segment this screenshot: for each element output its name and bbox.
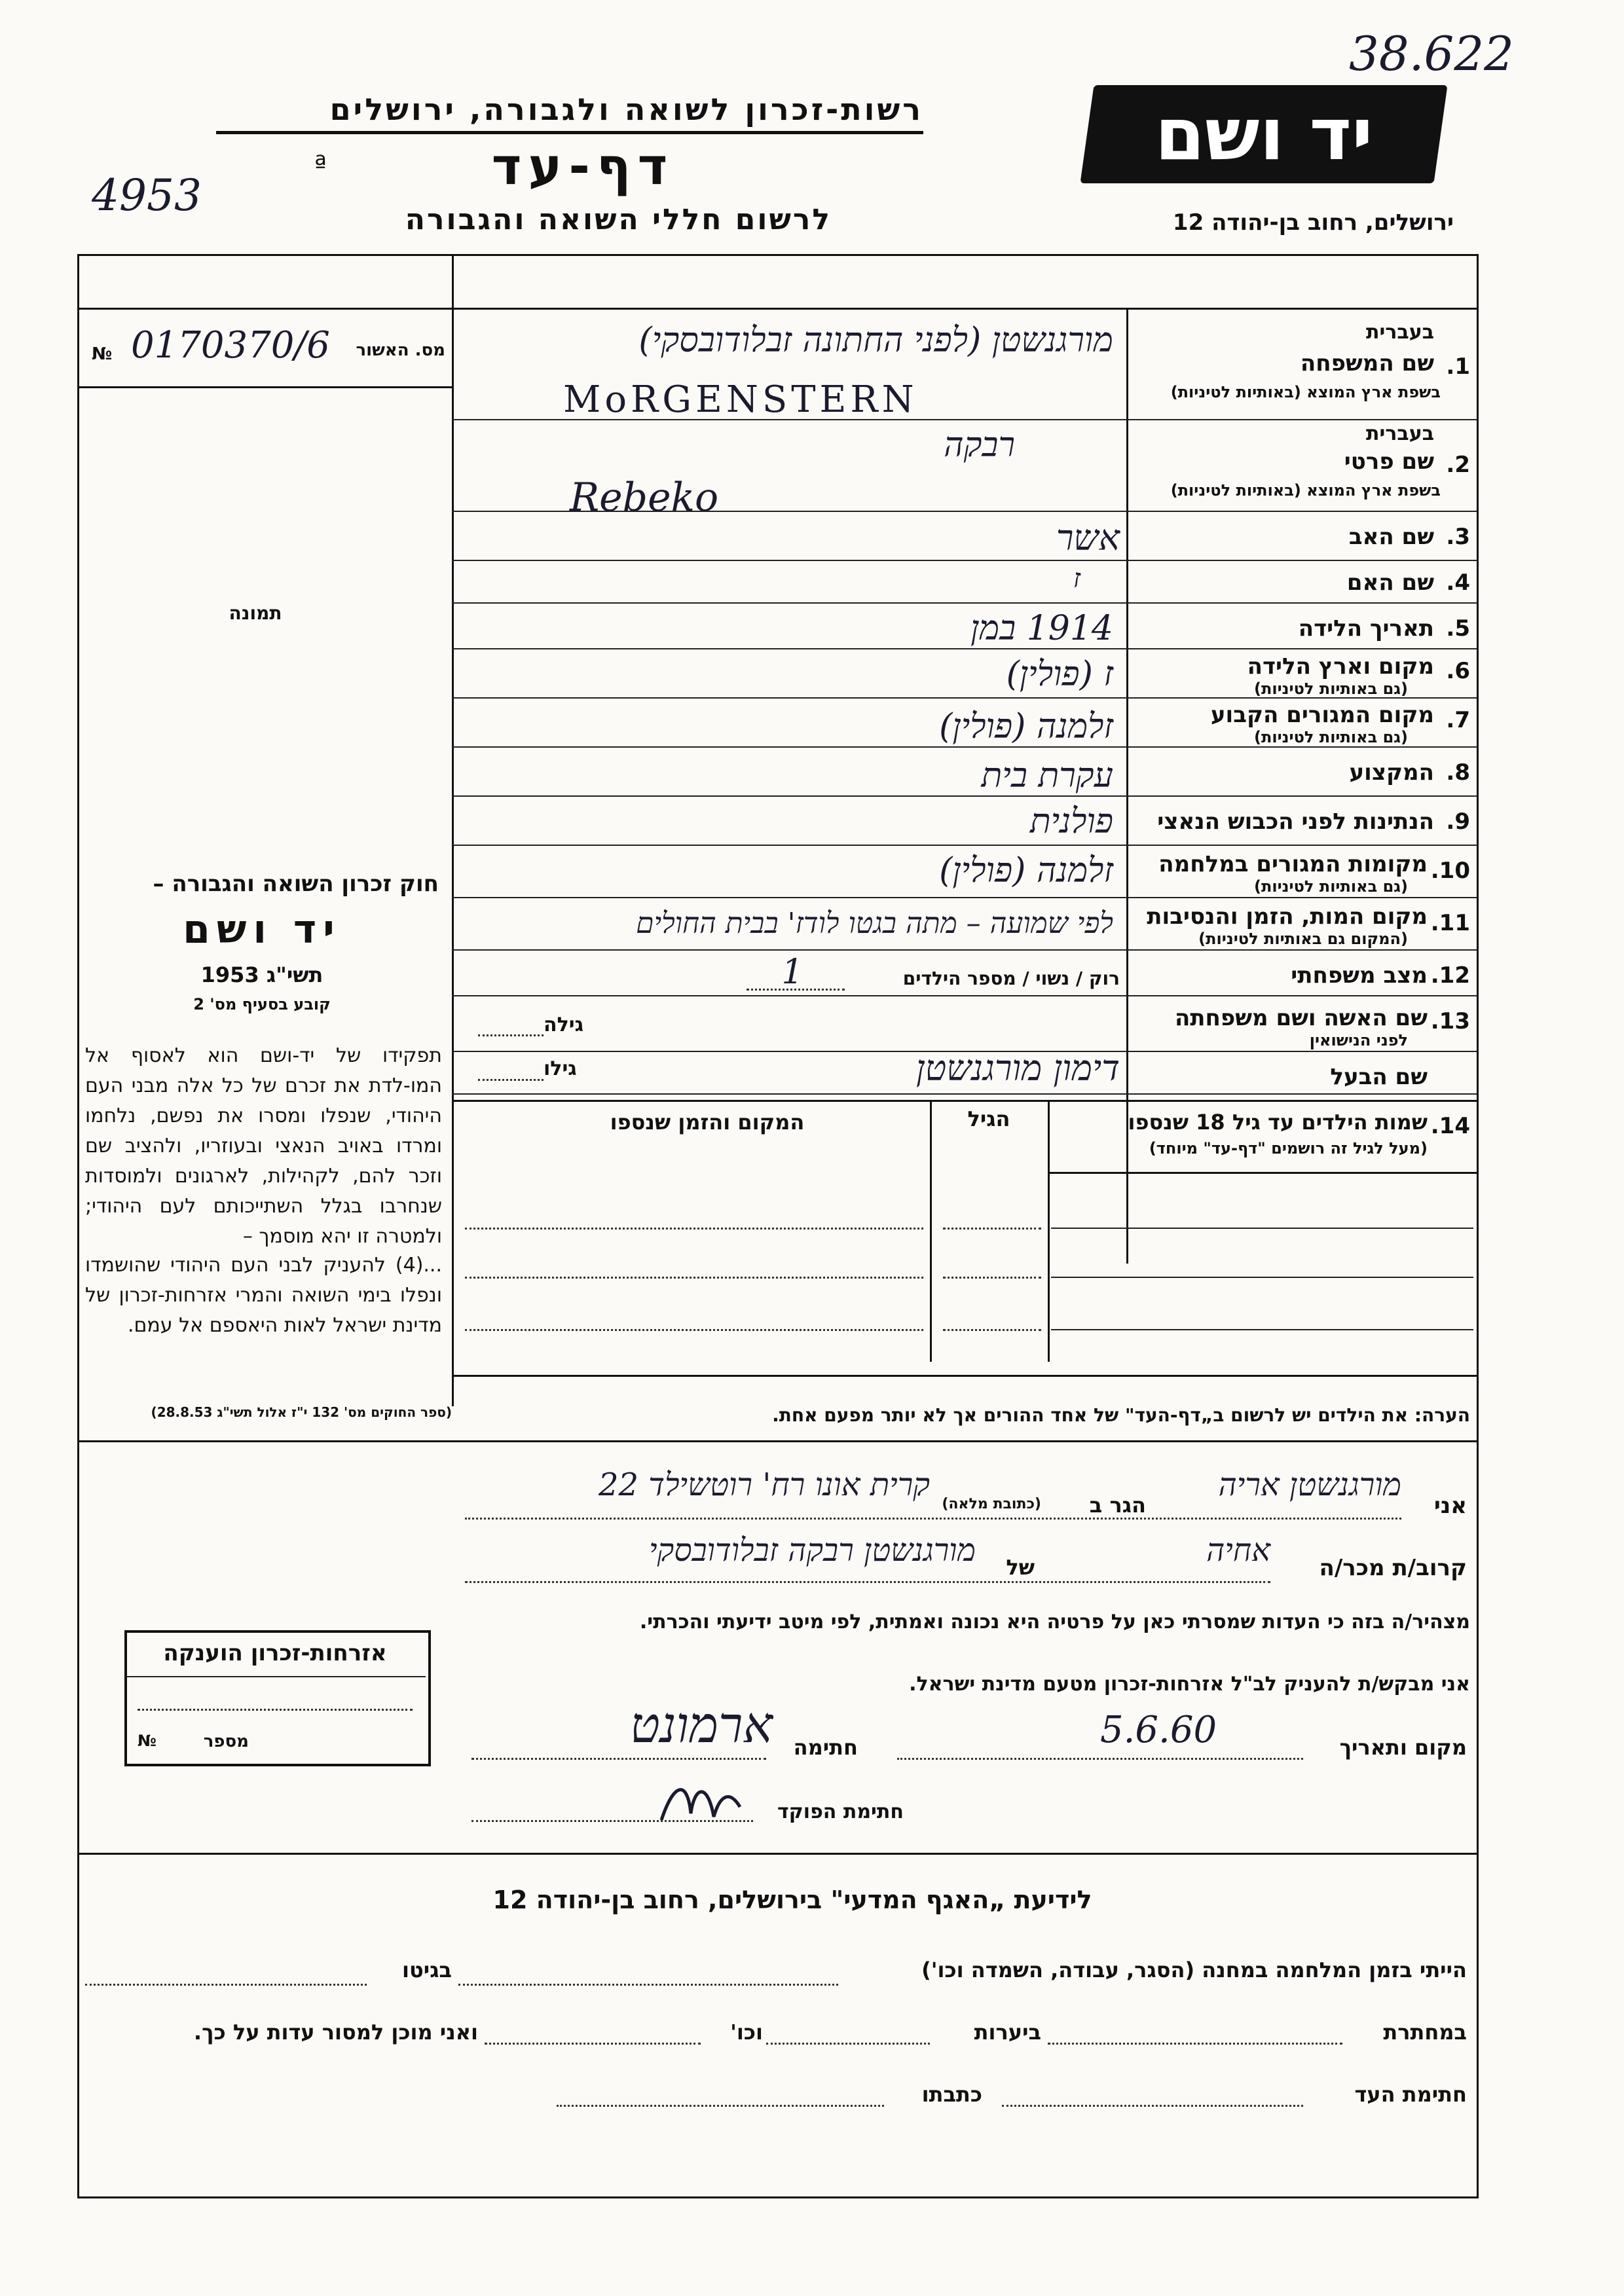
field-3-label: שם האב bbox=[1348, 524, 1434, 550]
footer-address-label: כתבתו bbox=[921, 2082, 982, 2107]
row-rule bbox=[452, 845, 1477, 846]
number-symbol: № bbox=[92, 344, 113, 364]
field-12-label: מצב משפחתי bbox=[1291, 962, 1428, 989]
footer-camp-label: הייתי בזמן המלחמה במחנה (הסגר, עבודה, השמדה וכו') bbox=[921, 1958, 1467, 1982]
footer-address-line bbox=[557, 2105, 884, 2107]
approval-rule bbox=[77, 386, 452, 388]
children-place-line bbox=[465, 1277, 923, 1279]
approval-label: מס. האשור bbox=[356, 340, 445, 360]
field-2-label: שם פרטי bbox=[1344, 448, 1434, 475]
field-1-sub: בשפת ארץ המוצא (באותיות לטיניות) bbox=[1170, 383, 1441, 401]
form-left-border bbox=[77, 254, 79, 2198]
children-row-rule bbox=[1051, 1228, 1473, 1229]
field-8-label: המקצוע bbox=[1349, 759, 1434, 786]
children-row-rule bbox=[1051, 1329, 1473, 1330]
page-title: דף-עד bbox=[491, 137, 674, 196]
wife-age-label: גילה bbox=[544, 1013, 583, 1036]
row-rule bbox=[452, 648, 1477, 649]
footer-etc-label: וכו' bbox=[730, 2020, 763, 2045]
law-ref: קובע בסעיף מס' 2 bbox=[193, 995, 331, 1013]
row-rule bbox=[452, 602, 1477, 604]
official-signature-label: חתימת הפוקד bbox=[777, 1800, 904, 1823]
mother-name-value[interactable]: ז bbox=[1073, 564, 1080, 594]
field-1-label: שם המשפחה bbox=[1300, 350, 1434, 376]
row-rule bbox=[452, 995, 1477, 996]
children-note: (מעל לגיל זה רושמים "דף-עד" מיוחד) bbox=[1149, 1139, 1428, 1157]
footer-underground-label: במחתרת bbox=[1383, 2020, 1467, 2045]
authority-title: רשות-זכרון לשואה ולגבורה, ירושלים bbox=[329, 92, 923, 127]
archive-number: 38.622 bbox=[1349, 26, 1514, 81]
field-11-label: מקום המות, הזמן והנסיבות bbox=[1147, 903, 1428, 930]
field-11-sub: (המקום גם באותיות לטיניות) bbox=[1198, 930, 1408, 948]
row-rule bbox=[452, 1093, 1477, 1095]
citizenship-title: אזרחות-זכרון הוענקה bbox=[163, 1640, 387, 1666]
footer-camp-line bbox=[458, 1984, 838, 1986]
field-12-number: 12. bbox=[1430, 962, 1470, 989]
children-col-divider bbox=[930, 1100, 932, 1362]
footer-ghetto-label: בגיטו bbox=[402, 1958, 452, 1982]
footer-title: לידיעת „האגף המדעי" בירושלים, רחוב בן-יהודה 12 bbox=[492, 1886, 1092, 1914]
marital-status-options: רוק / נשוי / מספר הילדים bbox=[902, 968, 1120, 989]
remark-rule bbox=[77, 1440, 1479, 1442]
children-top-rule bbox=[452, 1100, 1477, 1102]
law-year: תשי"ג 1953 bbox=[200, 962, 323, 987]
remark-note: הערה: את הילדים יש לרשום ב„דף-העד" של אחד ההורים אך לא יותר מפעם אחת. bbox=[772, 1404, 1470, 1426]
children-age-line bbox=[943, 1277, 1041, 1279]
declarant-name[interactable]: מורגנשטן אריה bbox=[1218, 1467, 1401, 1503]
photo-label: תמונה bbox=[229, 602, 282, 624]
footer-etc-line bbox=[485, 2043, 701, 2045]
field-2-number: 2. bbox=[1446, 452, 1470, 478]
place-date-value[interactable]: 5.6.60 bbox=[1100, 1709, 1217, 1751]
declarant-label: אני bbox=[1433, 1493, 1467, 1519]
footer-willing-text: ואני מוכן למסור עדות על כך. bbox=[193, 2020, 478, 2045]
children-count-value[interactable]: 1 bbox=[781, 953, 803, 992]
law-title: חוק זכרון השואה והגבורה – bbox=[153, 871, 439, 897]
row-rule bbox=[452, 897, 1477, 898]
relation-label: קרוב/ת מכר/ה bbox=[1319, 1555, 1467, 1581]
husband-age-line bbox=[478, 1079, 544, 1081]
children-col-place: המקום והזמן שנספו bbox=[610, 1110, 805, 1135]
children-row-rule bbox=[1051, 1277, 1473, 1278]
citizenship-number-label: מספר bbox=[203, 1732, 249, 1751]
husband-label: שם הבעל bbox=[1330, 1064, 1428, 1090]
field-1-number: 1. bbox=[1446, 354, 1470, 380]
signature-label: חתימה bbox=[793, 1735, 858, 1760]
authority-underline bbox=[216, 131, 923, 134]
husband-age-label: גילו bbox=[544, 1057, 577, 1080]
declarant-address[interactable]: קרית אונו רח' רוטשילד 22 bbox=[598, 1467, 930, 1503]
field-1-lang: בעברית bbox=[1366, 321, 1434, 344]
citizenship-rule bbox=[127, 1676, 426, 1677]
resides-label: הגר ב bbox=[1089, 1493, 1146, 1518]
field-5-number: 5. bbox=[1446, 615, 1470, 642]
field-11-number: 11. bbox=[1430, 910, 1470, 936]
row-rule bbox=[452, 746, 1477, 748]
field-4-label: שם האם bbox=[1346, 570, 1434, 596]
of-label: של bbox=[1006, 1555, 1035, 1580]
field-7-label: מקום המגורים הקבוע bbox=[1210, 702, 1434, 728]
margin-mark: ª bbox=[314, 151, 327, 181]
field-2-lang: בעברית bbox=[1366, 422, 1434, 445]
children-age-line bbox=[943, 1228, 1041, 1230]
relative-of-value[interactable]: מורגנשטן רבקה זבלודובסקי bbox=[648, 1532, 976, 1569]
footer-witness-signature-line bbox=[1002, 2105, 1303, 2107]
field-6-number: 6. bbox=[1446, 658, 1470, 684]
nationality-value[interactable]: פולנית bbox=[1029, 802, 1113, 841]
field-13-label: שם האשה ושם משפחתה bbox=[1174, 1005, 1428, 1031]
children-number: 14. bbox=[1430, 1113, 1470, 1139]
field-7-number: 7. bbox=[1446, 707, 1470, 733]
children-title: שמות הילדים עד גיל 18 שנספו bbox=[1128, 1110, 1428, 1135]
footer-rule bbox=[77, 1853, 1479, 1855]
footer-forests-label: ביערות bbox=[974, 2020, 1041, 2045]
field-6-sub: (גם באותיות לטיניות) bbox=[1254, 680, 1408, 698]
field-4-number: 4. bbox=[1446, 570, 1470, 596]
field-3-number: 3. bbox=[1446, 524, 1470, 550]
declarant-signature[interactable]: ארמונט bbox=[629, 1696, 773, 1754]
declaration-statement: מצהיר/ה בזה כי העדות שמסרתי כאן על פרטיה היא נכונה ואמתית, לפי מיטב ידיעתי והכרתי. bbox=[639, 1611, 1470, 1633]
citizenship-line bbox=[138, 1709, 413, 1711]
field-5-label: תאריך הלידה bbox=[1298, 615, 1434, 642]
birth-date-value[interactable]: 1914 במן bbox=[970, 609, 1113, 648]
row-rule bbox=[452, 560, 1477, 561]
children-col-age: הגיל bbox=[967, 1106, 1010, 1131]
field-9-label: הנתינות לפני הכבוש הנאצי bbox=[1157, 809, 1434, 835]
footer-witness-signature-label: חתימת העד bbox=[1354, 2082, 1467, 2107]
wife-age-line bbox=[478, 1034, 544, 1036]
law-text-1: תפקידו של יד-ושם הוא לאסוף אל המו-לדת את זכרם של כל אלה מבני העם היהודי, שנפלו ומסרו את נפשם, נלחמו ומרדו באויב הנאצי ובעוזריו, ולהציב שם וזכר להם, לקהילות, לארגונים ולמוסדות שנחרבו בגלל השתייכותם לעם היהודי; ולמטרה זו יהא מוסמך – bbox=[85, 1044, 442, 1248]
family-name-hebrew[interactable]: מורגנשטן (לפני החתונה זבלודובסקי) bbox=[638, 321, 1113, 360]
field-2-sub: בשפת ארץ המוצא (באותיות לטיניות) bbox=[1170, 481, 1441, 500]
approval-value: 0170370/6 bbox=[131, 324, 330, 367]
address-hint: (כתובת מלאה) bbox=[942, 1496, 1041, 1512]
footer-ghetto-line bbox=[85, 1984, 367, 1986]
declaration-line-1 bbox=[465, 1518, 1401, 1520]
field-13-sub: לפני הנישואין bbox=[1309, 1031, 1408, 1049]
field-10-label: מקומות המגורים במלחמה bbox=[1158, 851, 1428, 877]
place-date-line bbox=[897, 1758, 1303, 1760]
form-right-border bbox=[1477, 254, 1479, 2198]
form-header-rule bbox=[77, 308, 1479, 310]
field-13-number: 13. bbox=[1430, 1008, 1470, 1034]
birth-place-value[interactable]: ז (פולין) bbox=[1006, 655, 1113, 694]
husband-name-value[interactable]: דימון מורגנשטן bbox=[915, 1048, 1120, 1089]
children-header-rule bbox=[1048, 1172, 1477, 1174]
form-top-border bbox=[77, 254, 1479, 256]
wartime-residence-value[interactable]: זלמנה (פולין) bbox=[939, 851, 1113, 890]
children-age-line bbox=[943, 1329, 1041, 1331]
place-date-label: מקום ותאריך bbox=[1339, 1735, 1467, 1760]
law-source: (ספר החוקים מס' 132 י"ז אלול תשי"ג 28.8.53) bbox=[151, 1404, 452, 1420]
children-place-line bbox=[465, 1228, 923, 1230]
logo-text: יד ושם bbox=[1154, 92, 1373, 176]
children-col-divider bbox=[1048, 1100, 1050, 1362]
footer-underground-line bbox=[1048, 2043, 1342, 2045]
field-10-sub: (גם באותיות לטיניות) bbox=[1254, 877, 1408, 896]
field-8-number: 8. bbox=[1446, 759, 1470, 786]
footer-forests-line bbox=[766, 2043, 930, 2045]
first-name-hebrew[interactable]: רבקה bbox=[944, 426, 1015, 465]
form-bottom-border bbox=[77, 2196, 1479, 2198]
children-count-line bbox=[747, 989, 845, 991]
profession-value[interactable]: עקרת בית bbox=[981, 756, 1113, 795]
residence-value[interactable]: זלמנה (פולין) bbox=[939, 707, 1113, 746]
signature-line bbox=[471, 1758, 766, 1760]
left-panel-divider bbox=[452, 254, 454, 1406]
family-name-latin[interactable]: MoRGENSTERN bbox=[563, 378, 918, 421]
row-rule bbox=[452, 795, 1477, 797]
children-bottom-rule bbox=[452, 1375, 1477, 1377]
death-place-value[interactable]: לפי שמועה – מתה בגטו לודז' בבית החולים bbox=[636, 907, 1113, 940]
field-6-label: מקום וארץ הלידה bbox=[1247, 653, 1434, 680]
field-7-sub: (גם באותיות לטיניות) bbox=[1254, 728, 1408, 746]
field-10-number: 10. bbox=[1430, 858, 1470, 884]
relation-value[interactable]: אחיה bbox=[1206, 1532, 1270, 1569]
official-signature-mark bbox=[655, 1768, 747, 1840]
law-text-2: ...(4) להעניק לבני העם היהודי שהושמדו ונפלו בימי השואה והמרי אזרחות-זכרון של מדינת ישראל לאות היאספם אל עמם. bbox=[85, 1254, 442, 1337]
citizenship-no-symbol: № bbox=[138, 1732, 157, 1750]
declaration-line-2 bbox=[465, 1581, 1270, 1583]
handwritten-number: 4953 bbox=[92, 170, 202, 221]
children-place-line bbox=[465, 1329, 923, 1331]
field-9-number: 9. bbox=[1446, 809, 1470, 835]
page-subtitle: לרשום חללי השואה והגבורה bbox=[405, 203, 832, 236]
father-name-value[interactable]: אשר bbox=[1056, 517, 1120, 558]
law-name: יד ושם bbox=[183, 907, 341, 953]
row-rule bbox=[452, 949, 1477, 951]
header-address: ירושלים, רחוב בן-יהודה 12 bbox=[1172, 210, 1454, 236]
declaration-request: אני מבקש/ת להעניק לב"ל אזרחות-זכרון מטעם מדינת ישראל. bbox=[909, 1673, 1470, 1696]
first-name-latin[interactable]: Rebeko bbox=[570, 475, 719, 520]
